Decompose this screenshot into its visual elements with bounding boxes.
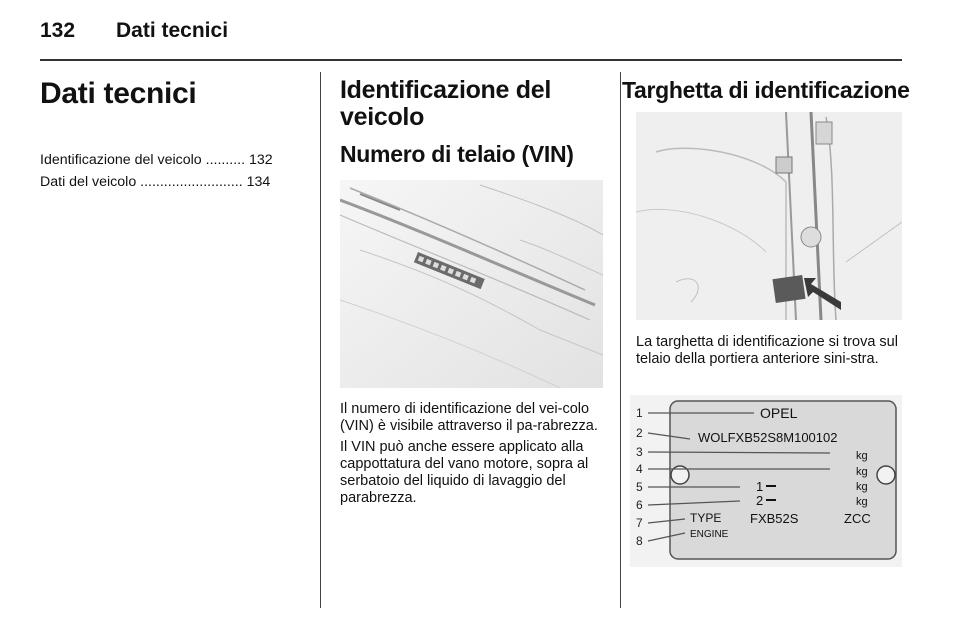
- toc-leader: ..........................: [136, 174, 247, 190]
- vin-description: [340, 401, 604, 511]
- plate-brand: OPEL: [760, 405, 798, 421]
- column-divider: [620, 72, 621, 608]
- toc: [40, 149, 304, 193]
- subsection-title: Numero di telaio (VIN): [340, 141, 574, 167]
- header-rule: [40, 59, 902, 61]
- callout-4: 4: [636, 462, 643, 476]
- running-header: Dati tecnici: [116, 19, 229, 42]
- callout-1: 1: [636, 406, 643, 420]
- plate-code: ZCC: [844, 511, 871, 526]
- callout-2: 2: [636, 426, 643, 440]
- toc-label: Identificazione del veicolo: [40, 152, 202, 168]
- plate-axle-2: 2: [756, 493, 764, 508]
- toc-entry[interactable]: [40, 149, 304, 171]
- chapter-title: Dati tecnici: [40, 77, 197, 110]
- toc-label: Dati del veicolo: [40, 174, 137, 190]
- plate-axle-1-mark: [766, 485, 776, 487]
- plate-type-value: FXB52S: [750, 511, 799, 526]
- plate-description: La targhetta di identificazione si trova sul telaio della portiera anteriore sini-stra.: [636, 334, 898, 367]
- paragraph: Il VIN può anche essere applicato alla cappottatura del vano motore, sopra al serbatoio del liquido di lavaggio del parabrezza.: [340, 439, 589, 506]
- toc-page: 132: [249, 152, 273, 168]
- plate-unit: kg: [856, 496, 868, 508]
- callout-7: 7: [636, 516, 643, 530]
- toc-entry[interactable]: [40, 171, 304, 193]
- plate-type-label: TYPE: [690, 511, 722, 525]
- plate-unit: kg: [856, 466, 868, 478]
- door-frame-illustration: [636, 112, 902, 320]
- vin-windshield-illustration: [340, 180, 603, 388]
- plate-unit: kg: [856, 481, 868, 493]
- plate-vin: WOLFXB52S8M100102: [698, 430, 838, 445]
- toc-page: 134: [246, 174, 271, 190]
- plate-engine-label: ENGINE: [690, 529, 729, 540]
- section-title: Targhetta di identificazione: [622, 77, 910, 103]
- plate-unit: kg: [856, 450, 868, 462]
- section-title: Identificazione del veicolo: [340, 76, 551, 131]
- paragraph: Il numero di identificazione del vei-colo (VIN) è visibile attraverso il pa-rabrezza.: [340, 401, 598, 434]
- plate-axle-2-mark: [766, 499, 776, 501]
- column-divider: [320, 72, 321, 608]
- callout-3: 3: [636, 445, 643, 459]
- page-number: 132: [40, 19, 76, 42]
- identification-plate-diagram: [630, 395, 902, 567]
- callout-5: 5: [636, 480, 643, 494]
- plate-axle-1: 1: [756, 479, 764, 494]
- toc-leader: ..........: [201, 152, 249, 168]
- callout-6: 6: [636, 498, 643, 512]
- callout-8: 8: [636, 534, 643, 548]
